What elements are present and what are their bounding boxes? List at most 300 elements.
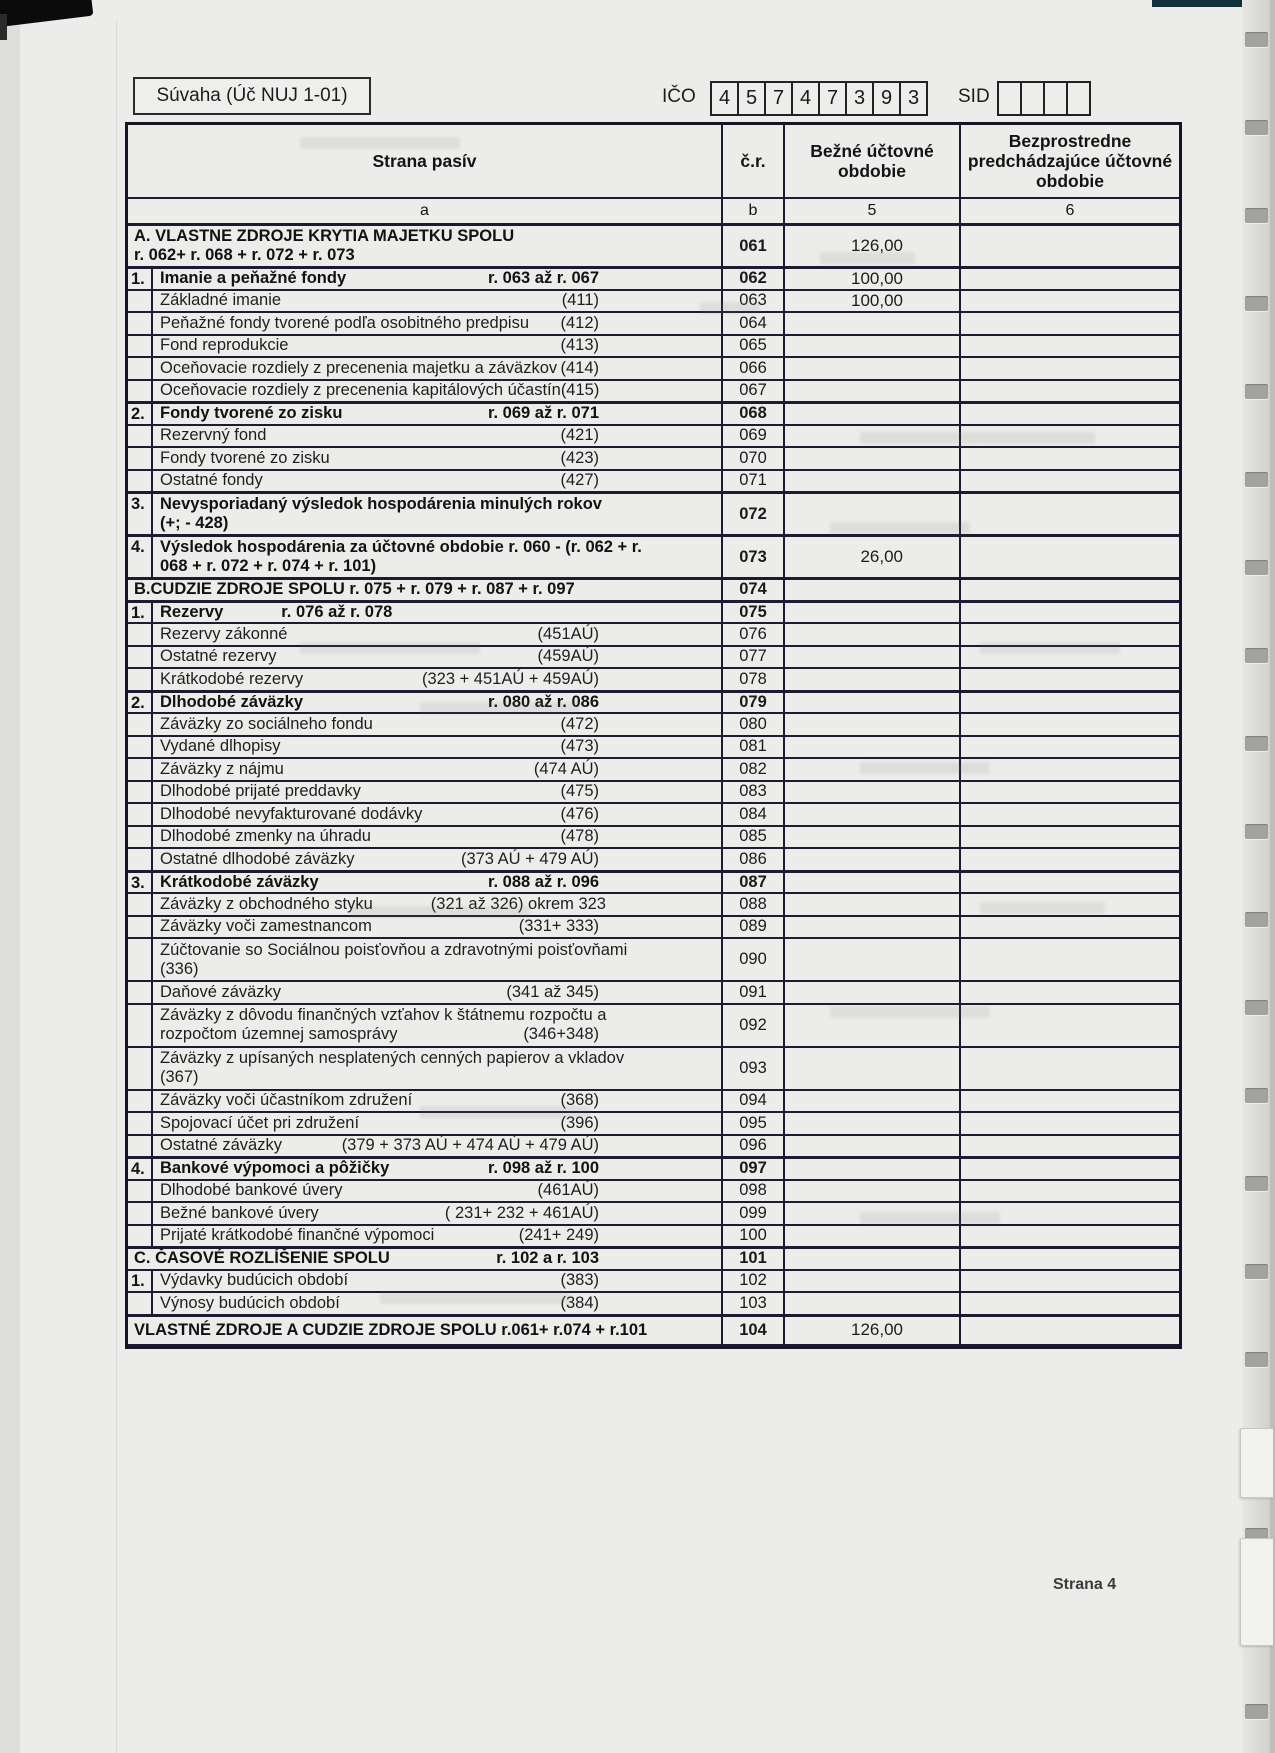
row-account: (472): [560, 714, 599, 733]
row-code: 081: [723, 737, 785, 758]
row-number: [128, 471, 153, 492]
row-label: Rezervy zákonné: [160, 624, 288, 643]
label-line-1: [160, 359, 717, 378]
table-row: [128, 536, 1179, 579]
value-previous-period: [961, 269, 1179, 289]
scan-artifact-left: [0, 14, 7, 40]
value-previous-period: [961, 1159, 1179, 1179]
bleedthrough-mark: [860, 432, 980, 444]
label-line-1: [160, 449, 717, 468]
row-number: [128, 448, 153, 469]
row-number: [128, 849, 153, 870]
table-row: [128, 1158, 1179, 1181]
row-number: 2.: [128, 693, 153, 713]
value-current-period: [785, 603, 961, 623]
row-label-cell: [153, 1226, 723, 1247]
label-line-1: [160, 715, 717, 734]
label-line-1: [160, 1159, 717, 1178]
label-line-1: [160, 850, 717, 869]
row-account: (423): [560, 448, 599, 467]
label-line-1: [160, 404, 717, 423]
row-label: Záväzky voči zamestnancom: [160, 917, 372, 936]
row-number: [128, 1181, 153, 1202]
binding-hole: [1245, 208, 1268, 223]
col-header-current-period: Bežné účtovné obdobie: [785, 125, 961, 197]
row-label-cell: [153, 982, 723, 1003]
row-label-cell: [153, 1181, 723, 1202]
row-label-cell: [153, 873, 723, 893]
row-number: [128, 313, 153, 334]
row-code: 100: [723, 1226, 785, 1247]
table-row: [128, 804, 1179, 827]
value-current-period: [785, 804, 961, 825]
binding-hole: [1245, 912, 1268, 927]
table-row: [128, 1005, 1179, 1048]
row-account: (396): [560, 1113, 599, 1132]
row-label: Daňové záväzky: [160, 982, 282, 1001]
value-current-period: [785, 1136, 961, 1157]
label-line-1: [160, 471, 717, 490]
bleedthrough-mark: [820, 252, 915, 264]
row-code: 083: [723, 782, 785, 803]
value-current-period: [785, 336, 961, 357]
binding-hole: [1245, 472, 1268, 487]
table-row: [128, 358, 1179, 381]
col-header-strana-pasiv: Strana pasív: [128, 125, 723, 197]
ico-digit-box: 7: [764, 81, 793, 116]
value-previous-period: [961, 537, 1179, 577]
value-previous-period: [961, 1271, 1179, 1292]
ico-digit-boxes: [710, 81, 926, 116]
row-label-cell: [153, 1005, 723, 1046]
table-row: [128, 313, 1179, 336]
row-code: 087: [723, 873, 785, 893]
row-account: (321 až 326) okrem 323: [430, 894, 606, 913]
col-header-previous-period: Bezprostredne predchádzajúce účtovné obdobie: [967, 131, 1173, 191]
row-number: [128, 1048, 153, 1089]
bleedthrough-mark: [980, 432, 1095, 444]
ico-digit-box: 4: [710, 81, 739, 116]
value-previous-period: [961, 873, 1179, 893]
row-number: [128, 917, 153, 938]
row-number: 2.: [128, 404, 153, 424]
row-label-cell: [153, 291, 723, 312]
value-current-period: [785, 624, 961, 645]
row-label: Spojovací účet pri združení: [160, 1113, 360, 1132]
sid-boxes: [997, 81, 1089, 116]
binding-hole: [1245, 32, 1268, 47]
value-current-period: [785, 894, 961, 915]
binding-hole: [1245, 1176, 1268, 1191]
label-line-1: [160, 336, 717, 355]
row-label-cell: [153, 381, 723, 402]
row-label-cell: [153, 782, 723, 803]
row-label-cell: [153, 1159, 723, 1179]
row-account: r. 080 až r. 086: [487, 692, 599, 711]
value-previous-period: [961, 1091, 1179, 1112]
row-label: Fondy tvorené zo zisku: [160, 404, 343, 423]
value-previous-period: [961, 1293, 1179, 1314]
row-label: Záväzky z obchodného styku: [160, 894, 373, 913]
label-line-1: [134, 1249, 717, 1268]
value-current-period: [785, 982, 961, 1003]
binding-hole: [1245, 1264, 1268, 1279]
row-account: (346+348): [523, 1025, 599, 1043]
row-label: Ostatné záväzky: [160, 1136, 282, 1155]
bleedthrough-mark: [380, 1292, 570, 1304]
binding-hole: [1245, 120, 1268, 135]
row-label-cell: [153, 827, 723, 848]
row-number: [128, 624, 153, 645]
row-label-cell: [153, 448, 723, 469]
row-account: (461AÚ): [537, 1181, 599, 1200]
row-account: (323 + 451AÚ + 459AÚ): [421, 669, 599, 688]
bleedthrough-mark: [830, 1006, 990, 1018]
value-previous-period: [961, 759, 1179, 780]
value-current-period: [785, 827, 961, 848]
value-current-period: [785, 1113, 961, 1134]
value-current-period: [785, 1181, 961, 1202]
label-line-1: [160, 983, 717, 1002]
table-row: [128, 1226, 1179, 1249]
row-number: 1.: [128, 603, 153, 623]
row-number: [128, 647, 153, 668]
row-label: Výdavky budúcich období: [160, 1271, 349, 1290]
row-label-cont: (336): [160, 959, 199, 978]
row-number: [128, 714, 153, 735]
binding-tab: [1240, 1428, 1273, 1498]
row-account: (459AÚ): [537, 647, 599, 666]
row-label-cell: [153, 917, 723, 938]
label-line-1: [160, 1049, 717, 1068]
row-label: Imanie a peňažné fondy: [160, 269, 347, 288]
row-label-cell: [153, 603, 723, 623]
value-previous-period: [961, 1005, 1179, 1046]
row-label: Prijaté krátkodobé finančné výpomoci: [160, 1226, 435, 1245]
row-number: [128, 804, 153, 825]
label-line-1: [134, 227, 717, 246]
row-label: B.CUDZIE ZDROJE SPOLU r. 075 + r. 079 + r. 087 + r. 097: [134, 580, 575, 599]
row-label: VLASTNÉ ZDROJE A CUDZIE ZDROJE SPOLU r.061+ r.074 + r.101: [134, 1320, 648, 1339]
row-label-cell: [128, 580, 723, 600]
row-label: Dlhodobé nevyfakturované dodávky: [160, 804, 423, 823]
table-row: [128, 1048, 1179, 1091]
row-label-cell: [153, 849, 723, 870]
subheader-a: a: [128, 199, 723, 223]
value-previous-period: [961, 226, 1179, 266]
table-subheader-row: [128, 199, 1179, 225]
label-line-1: [160, 1006, 717, 1025]
table-row: [128, 737, 1179, 760]
table-row: [128, 782, 1179, 805]
table-row: [128, 1136, 1179, 1159]
row-code: 096: [723, 1136, 785, 1157]
row-label-cell: [128, 226, 723, 266]
row-label-cell: [153, 714, 723, 735]
row-label-cell: [153, 494, 723, 534]
row-label: Záväzky zo sociálneho fondu: [160, 714, 373, 733]
row-label: A. VLASTNE ZDROJE KRYTIA MAJETKU SPOLU: [134, 227, 515, 245]
row-code: 078: [723, 669, 785, 690]
value-current-period: [785, 448, 961, 469]
value-current-period: [785, 1293, 961, 1314]
label-line-2: [160, 1068, 717, 1087]
value-current-period: [785, 873, 961, 893]
row-account: (421): [560, 426, 599, 445]
row-account: (451AÚ): [537, 624, 599, 643]
row-label-cell: [153, 1136, 723, 1157]
row-code: 092: [723, 1005, 785, 1046]
value-current-period: [785, 849, 961, 870]
value-previous-period: [961, 849, 1179, 870]
row-label-cell: [128, 1249, 723, 1269]
label-line-1: [160, 603, 717, 622]
value-current-period: 100,00: [785, 269, 961, 289]
value-current-period: [785, 381, 961, 402]
value-previous-period: [961, 1317, 1179, 1344]
label-line-1: [160, 670, 717, 689]
value-current-period: [785, 580, 961, 600]
row-code: 098: [723, 1181, 785, 1202]
value-previous-period: [961, 1136, 1179, 1157]
row-number: [128, 669, 153, 690]
value-previous-period: [961, 982, 1179, 1003]
value-previous-period: [961, 669, 1179, 690]
row-code: 104: [723, 1317, 785, 1344]
binding-hole: [1245, 1704, 1268, 1719]
table-row: [128, 917, 1179, 940]
row-account: (478): [560, 827, 599, 846]
row-code: 077: [723, 647, 785, 668]
row-label: Nevysporiadaný výsledok hospodárenia minulých rokov: [160, 495, 602, 513]
table-row: [128, 225, 1179, 268]
row-account: (368): [560, 1091, 599, 1110]
binding-edge: [1240, 0, 1275, 1753]
row-code: 075: [723, 603, 785, 623]
value-previous-period: [961, 782, 1179, 803]
row-label-cont: 068 + r. 072 + r. 074 + r. 101): [160, 557, 377, 575]
table-row: [128, 471, 1179, 494]
row-number: [128, 939, 153, 980]
row-code: 101: [723, 1249, 785, 1269]
row-code: 065: [723, 336, 785, 357]
value-previous-period: [961, 494, 1179, 534]
row-number: [128, 381, 153, 402]
row-label: C. ČASOVÉ ROZLÍŠENIE SPOLU: [134, 1249, 390, 1268]
label-line-1: [160, 1271, 717, 1290]
table-row: [128, 336, 1179, 359]
ico-digit-box: 9: [872, 81, 901, 116]
binding-hole: [1245, 648, 1268, 663]
table-row: [128, 669, 1179, 692]
label-line-2: [160, 1025, 717, 1044]
bleedthrough-mark: [300, 137, 460, 149]
row-label-cell: [153, 269, 723, 289]
row-label: Krátkodobé záväzky: [160, 872, 319, 891]
row-label: Zúčtovanie so Sociálnou poisťovňou a zdravotnými poisťovňami: [160, 940, 628, 959]
row-number: [128, 426, 153, 447]
form-title-box: [133, 77, 371, 115]
label-line-2: [160, 514, 717, 533]
value-current-period: [785, 647, 961, 668]
label-line-1: [160, 269, 717, 288]
row-code: 094: [723, 1091, 785, 1112]
sid-empty-box: [1043, 81, 1068, 116]
binding-hole: [1245, 1352, 1268, 1367]
value-previous-period: [961, 1181, 1179, 1202]
row-label: Dlhodobé zmenky na úhradu: [160, 827, 371, 846]
table-row: [128, 1091, 1179, 1114]
table-row: [128, 403, 1179, 426]
row-account: r. 076 až r. 078: [281, 602, 393, 621]
table-row: [128, 381, 1179, 404]
row-number: [128, 1113, 153, 1134]
row-label: Záväzky z nájmu: [160, 759, 284, 778]
row-code: 103: [723, 1293, 785, 1314]
bleedthrough-mark: [860, 762, 990, 774]
row-label: Oceňovacie rozdiely z precenenia majetku a záväzkov: [160, 358, 558, 377]
value-current-period: [785, 1091, 961, 1112]
row-label-cell: [153, 1271, 723, 1292]
row-label: Dlhodobé bankové úvery: [160, 1181, 343, 1200]
label-line-1: [160, 827, 717, 846]
table-row: [128, 827, 1179, 850]
row-number: [128, 291, 153, 312]
bleedthrough-mark: [980, 642, 1120, 654]
label-line-1: [134, 1321, 717, 1340]
row-code: 090: [723, 939, 785, 980]
value-current-period: [785, 1226, 961, 1247]
row-label: Krátkodobé rezervy: [160, 669, 304, 688]
row-code: 102: [723, 1271, 785, 1292]
row-code: 082: [723, 759, 785, 780]
table-row: [128, 1181, 1179, 1204]
bleedthrough-mark: [700, 302, 760, 314]
row-account: (414): [560, 358, 599, 377]
row-code: 088: [723, 894, 785, 915]
bleedthrough-mark: [420, 702, 580, 714]
row-label-cont: (367): [160, 1068, 199, 1086]
row-code: 097: [723, 1159, 785, 1179]
row-account: r. 063 až r. 067: [487, 269, 599, 288]
table-row: [128, 872, 1179, 895]
row-label: Záväzky z dôvodu finančných vzťahov k štátnemu rozpočtu a: [160, 1006, 607, 1024]
value-current-period: [785, 693, 961, 713]
value-previous-period: [961, 804, 1179, 825]
balance-sheet-liabilities-table: [125, 122, 1182, 1349]
value-current-period: [785, 714, 961, 735]
binding-hole: [1245, 560, 1268, 575]
table-row: [128, 1293, 1179, 1316]
row-account: r. 088 až r. 096: [487, 872, 599, 891]
sid-empty-box: [1020, 81, 1045, 116]
label-line-2: [160, 557, 717, 576]
value-current-period: [785, 1249, 961, 1269]
page-edge-line: [116, 20, 117, 1753]
value-previous-period: [961, 917, 1179, 938]
row-code: 079: [723, 693, 785, 713]
value-current-period: [785, 669, 961, 690]
value-previous-period: [961, 1226, 1179, 1247]
label-line-1: [160, 1226, 717, 1245]
row-label: Základné imanie: [160, 291, 282, 310]
binding-hole: [1245, 824, 1268, 839]
value-current-period: [785, 737, 961, 758]
bleedthrough-mark: [300, 642, 480, 654]
row-label: Ostatné fondy: [160, 471, 263, 490]
value-previous-period: [961, 313, 1179, 334]
value-current-period: [785, 782, 961, 803]
row-label: Fond reprodukcie: [160, 336, 289, 355]
row-label: Bežné bankové úvery: [160, 1203, 319, 1222]
label-line-1: [160, 941, 717, 960]
value-previous-period: [961, 580, 1179, 600]
value-previous-period: [961, 737, 1179, 758]
ico-digit-box: 4: [791, 81, 820, 116]
row-label: Výnosy budúcich období: [160, 1293, 340, 1312]
table-row: [128, 1113, 1179, 1136]
bleedthrough-mark: [420, 1106, 590, 1118]
row-label-cell: [153, 404, 723, 424]
row-account: r. 102 a r. 103: [496, 1249, 599, 1268]
label-line-1: [160, 314, 717, 333]
table-row: [128, 291, 1179, 314]
row-code: 074: [723, 580, 785, 600]
value-current-period: [785, 1271, 961, 1292]
row-label: Ostatné rezervy: [160, 647, 277, 666]
value-previous-period: [961, 448, 1179, 469]
row-number: [128, 358, 153, 379]
row-number: [128, 1203, 153, 1224]
row-number: 3.: [128, 494, 153, 534]
row-code: 062: [723, 269, 785, 289]
row-label-cell: [153, 336, 723, 357]
row-number: [128, 1136, 153, 1157]
row-label-cell: [153, 1048, 723, 1089]
row-code: 099: [723, 1203, 785, 1224]
row-code: 069: [723, 426, 785, 447]
subheader-5: 5: [785, 199, 961, 223]
table-row: [128, 493, 1179, 536]
row-number: [128, 982, 153, 1003]
row-number: [128, 894, 153, 915]
value-current-period: [785, 917, 961, 938]
value-current-period: [785, 404, 961, 424]
bleedthrough-mark: [860, 1212, 1000, 1224]
table-row: [128, 849, 1179, 872]
row-label-cell: [153, 537, 723, 577]
row-label-cell: [153, 1203, 723, 1224]
table-row: [128, 982, 1179, 1005]
row-label: Rezervný fond: [160, 426, 267, 445]
table-row: [128, 714, 1179, 737]
row-label: Ostatné dlhodobé záväzky: [160, 849, 355, 868]
value-previous-period: [961, 404, 1179, 424]
row-number: [128, 1226, 153, 1247]
row-account: (373 AÚ + 479 AÚ): [460, 849, 599, 868]
row-number: [128, 1005, 153, 1046]
ico-digit-box: 3: [899, 81, 928, 116]
value-previous-period: [961, 381, 1179, 402]
label-line-1: [160, 495, 717, 514]
table-row: [128, 448, 1179, 471]
row-account: (241+ 249): [518, 1226, 599, 1245]
row-code: 066: [723, 358, 785, 379]
row-code: 089: [723, 917, 785, 938]
row-account: (473): [560, 737, 599, 756]
row-label: Dlhodobé prijaté preddavky: [160, 782, 361, 801]
table-row: [128, 1316, 1179, 1346]
